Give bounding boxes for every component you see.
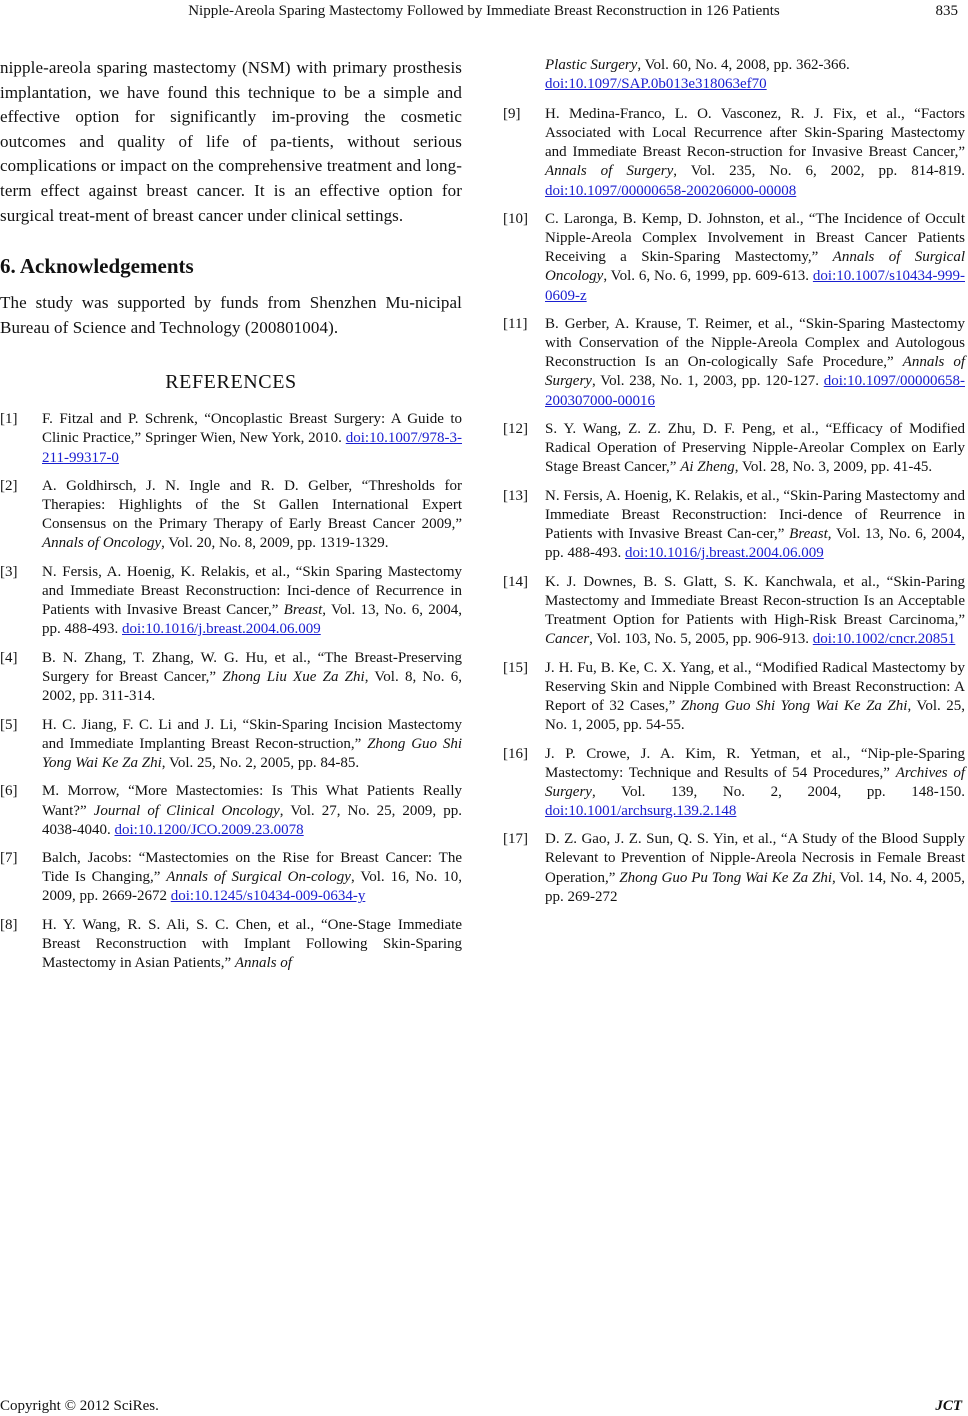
reference-item <box>503 487 965 563</box>
reference-list-right <box>503 105 965 907</box>
reference-number: [4] <box>0 649 18 666</box>
reference-item <box>0 477 462 553</box>
page-number: 835 <box>935 3 958 19</box>
reference-doi-link[interactable]: doi:10.1001/archsurg.139.2.148 <box>545 802 737 819</box>
reference-text: J. H. Fu, B. Ke, C. X. Yang, et al., “Modified Radical Mastectomy by Reserving Skin and Nipple Combined with Breast Reconstruction: A Report of 32 Cases,” <box>545 659 965 714</box>
reference-number: [14] <box>503 573 528 590</box>
reference-number: [3] <box>0 564 18 580</box>
reference-details: , Vol. 238, No. 1, 2003, pp. 120-127. <box>591 373 824 390</box>
reference-journal: Annals of Surgical Oncology <box>545 249 965 285</box>
reference-journal: Breast <box>283 602 323 619</box>
reference-journal: Ai Zheng <box>680 459 735 476</box>
reference-text: H. C. Jiang, F. C. Li and J. Li, “Skin-Sparing Incision Mastectomy and Immediate Implanting Breast Recon-struction,” <box>42 716 462 752</box>
reference-item <box>0 849 462 906</box>
reference-doi-link[interactable]: doi:10.1007/s10434-999-0609-z <box>545 268 965 304</box>
reference-text: A. Goldhirsch, J. N. Ingle and R. D. Gelber, “Thresholds for Therapies: Highlights of the St Gallen International Expert Consensus on the Primary Therapy of Early Breast Cancer 2009,” <box>42 478 462 533</box>
reference-number: [6] <box>0 783 18 800</box>
journal-abbreviation: JCT <box>935 1398 962 1414</box>
reference-details: , Vol. 28, No. 3, 2009, pp. 41-45. <box>734 459 933 476</box>
reference-number: [9] <box>503 106 521 123</box>
reference-text: C. Laronga, B. Kemp, D. Johnston, et al., “The Incidence of Occult Nipple-Areola Complex Involvement in Breast Cancer Patients Receiving a Skin-Sparing Mastectomy,” <box>545 211 965 266</box>
reference-journal: Zhong Liu Xue Za Zhi <box>222 668 365 685</box>
reference-details: , Vol. 13, No. 6, 2004, pp. 488-493. <box>545 526 965 562</box>
running-header <box>0 0 968 22</box>
reference-text: N. Fersis, A. Hoenig, K. Relakis, et al., “Skin-Paring Mastectomy and Immediate Breast Reconstruction: Inci-dence of Reurrence in Patients with Invasive Breast Can-cer,” <box>545 487 965 543</box>
reference-item <box>503 420 965 477</box>
reference-details: , Vol. 60, No. 4, 2008, pp. 362-366. <box>637 57 850 73</box>
reference-text: B. N. Zhang, T. Zhang, W. G. Hu, et al., “The Breast-Preserving Surgery for Breast Cancer,” <box>42 649 462 685</box>
reference-number: [11] <box>503 316 528 333</box>
reference-details: , Vol. 103, No. 5, 2005, pp. 906-913. <box>589 631 813 648</box>
reference-item <box>0 716 462 773</box>
reference-text: B. Gerber, A. Krause, T. Reimer, et al., “Skin-Sparing Mastectomy with Conservation of the Nipple-Areola Complex and Autologous Reconstruction Is an On-cologically Safe Procedure,” <box>545 316 965 371</box>
reference-number: [12] <box>503 421 528 438</box>
reference-number: [17] <box>503 831 528 848</box>
reference-details: , Vol. 20, No. 8, 2009, pp. 1319-1329. <box>161 535 389 552</box>
reference-details: , Vol. 16, No. 10, 2009, pp. 2669-2672 <box>42 869 462 905</box>
reference-item <box>0 782 462 839</box>
reference-details: , Vol. 139, No. 2, 2004, pp. 148-150. <box>591 783 965 800</box>
reference-doi-link[interactable]: doi:10.1016/j.breast.2004.06.009 <box>625 545 824 562</box>
reference-doi-link[interactable]: doi:10.1245/s10434-009-0634-y <box>170 888 366 905</box>
reference-item <box>503 210 965 305</box>
reference-journal: Zhong Guo Pu Tong Wai Ke Za Zhi <box>619 869 832 886</box>
reference-journal: Annals of <box>234 955 292 972</box>
reference-text: M. Morrow, “More Mastectomies: Is This What Patients Really Want?” <box>42 783 462 819</box>
reference-number: [15] <box>503 659 528 676</box>
reference-journal: Cancer <box>545 631 590 648</box>
reference-details: , Vol. 25, No. 1, 2005, pp. 54-55. <box>545 697 965 733</box>
reference-item <box>503 830 965 906</box>
reference-doi-link[interactable]: doi:10.1097/00000658-200307000-00016 <box>545 373 965 409</box>
reference-journal: Zhong Guo Shi Yong Wai Ke Za Zhi <box>42 735 463 771</box>
reference-journal: Plastic Surgery <box>545 57 638 73</box>
left-column <box>0 56 462 983</box>
reference-text: J. P. Crowe, J. A. Kim, R. Yetman, et al., “Nip-ple-Sparing Mastectomy: Technique and Results of 54 Procedures,” <box>545 745 965 781</box>
reference-doi-link[interactable]: doi:10.1097/SAP.0b013e318063ef70 <box>545 76 767 93</box>
reference-text: N. Fersis, A. Hoenig, K. Relakis, et al., “Skin Sparing Mastectomy and Immediate Breast Reconstruction: Inci-dence of Recurrence in Patients with Invasive Breast Cancer,” <box>42 564 462 619</box>
reference-doi-link[interactable]: doi:10.1016/j.breast.2004.06.009 <box>122 621 321 638</box>
reference-details: , Vol. 6, No. 6, 1999, pp. 609-613. <box>603 268 813 285</box>
reference-number: [7] <box>0 850 18 867</box>
reference-details: , Vol. 14, No. 4, 2005, pp. 269-272 <box>545 869 965 905</box>
reference-doi-link[interactable]: doi:10.1007/978-3-211-99317-0 <box>42 430 462 466</box>
reference-text: F. Fitzal and P. Schrenk, “Oncoplastic Breast Surgery: A Guide to Clinic Practice,” Springer Wien, New York, 2010. <box>42 411 462 447</box>
reference-list-left <box>0 410 462 973</box>
reference-item <box>0 649 462 706</box>
reference-item <box>503 315 965 410</box>
reference-text: H. Medina-Franco, L. O. Vasconez, R. J. Fix, et al., “Factors Associated with Local Recurrence after Skin-Sparing Mastectomy and Immediate Breast Recon-struction for Invasive Breast Cancer,” <box>545 106 965 161</box>
reference-details: , Vol. 8, No. 6, 2002, pp. 311-314. <box>42 668 462 705</box>
reference-journal: Annals of Oncology <box>42 535 162 552</box>
reference-number: [16] <box>503 745 528 762</box>
copyright-notice: Copyright © 2012 SciRes. <box>0 1398 159 1414</box>
reference-journal: Breast <box>789 526 828 543</box>
right-column <box>503 56 965 916</box>
reference-number: [10] <box>503 211 528 228</box>
reference-journal: Annals of Surgical On-cology <box>166 869 351 886</box>
reference-details: , Vol. 25, No. 2, 2005, pp. 84-85. <box>161 754 360 771</box>
references-heading: REFERENCES <box>165 371 297 394</box>
reference-details: , Vol. 27, No. 25, 2009, pp. 4038-4040. <box>42 802 462 838</box>
reference-text: D. Z. Gao, J. Z. Sun, Q. S. Yin, et al., “A Study of the Blood Supply Relevant to Prevention of Nipple-Areola Necrosis in Female Breast Operation,” <box>545 831 965 886</box>
reference-item <box>503 659 965 735</box>
reference-journal: Zhong Guo Shi Yong Wai Ke Za Zhi <box>680 697 908 714</box>
reference-item <box>503 105 965 200</box>
reference-text: H. Y. Wang, R. S. Ali, S. C. Chen, et al., “One-Stage Immediate Breast Reconstruction with Implant Following Skin-Sparing Mastectomy in Asian Patients,” <box>42 917 462 972</box>
conclusion-paragraph: nipple-areola sparing mastectomy (NSM) with primary prosthesis implantation, we have found this technique to be a simple and effective option for significantly im-proving the cosmetic outcomes and quality of life of pa-tients, without serious complications or impact on the comprehensive treatment and long-term effect against breast cancer. It is an effective option for surgical treat-ment of breast cancer under clinical settings. <box>0 58 462 225</box>
reference-journal: Archives of Surgery <box>545 764 965 800</box>
reference-doi-link[interactable]: doi:10.1200/JCO.2009.23.0078 <box>114 821 304 838</box>
reference-text: K. J. Downes, B. S. Glatt, S. K. Kanchwala, et al., “Skin-Paring Mastectomy and Immediate Breast Recon-struction Is an Acceptable Treatment Option for Patients with High-Risk Breast Carcinoma,” <box>545 573 965 628</box>
reference-item <box>0 410 462 467</box>
running-title: Nipple-Areola Sparing Mastectomy Followed by Immediate Breast Reconstruction in 126 Patients <box>188 3 780 19</box>
reference-journal: Annals of Surgery <box>545 354 965 390</box>
reference-journal: Journal of Clinical Oncology <box>93 802 280 819</box>
reference-number: [13] <box>503 487 528 504</box>
reference-details: , Vol. 235, No. 6, 2002, pp. 814-819. <box>673 163 965 180</box>
reference-details: , Vol. 13, No. 6, 2004, pp. 488-493. <box>42 602 462 638</box>
reference-number: [5] <box>0 716 18 733</box>
reference-text: Balch, Jacobs: “Mastectomies on the Rise for Breast Cancer: The Tide Is Changing,” <box>42 850 462 886</box>
reference-item <box>0 563 462 639</box>
reference-item <box>503 573 965 649</box>
reference-item <box>0 916 462 973</box>
reference-number: [1] <box>0 411 18 428</box>
reference-journal: Annals of Surgery <box>545 163 674 180</box>
reference-continuation <box>503 56 965 94</box>
page-footer <box>0 1396 968 1416</box>
reference-doi-link[interactable]: doi:10.1002/cncr.20851 <box>812 631 956 648</box>
reference-doi-link[interactable]: doi:10.1097/00000658-200206000-00008 <box>545 182 797 199</box>
acknowledgements-heading: 6. Acknowledgements <box>0 254 194 279</box>
acknowledgements-text: The study was supported by funds from Shenzhen Mu-nicipal Bureau of Science and Technology (200801004). <box>0 293 462 337</box>
reference-number: [2] <box>0 478 18 495</box>
reference-item <box>503 745 965 821</box>
reference-text: S. Y. Wang, Z. Z. Zhu, D. F. Peng, et al., “Efficacy of Modified Radical Operation of Preserving Nipple-Areolar Complex on Early Stage Breast Cancer,” <box>545 421 965 476</box>
reference-number: [8] <box>0 917 18 933</box>
